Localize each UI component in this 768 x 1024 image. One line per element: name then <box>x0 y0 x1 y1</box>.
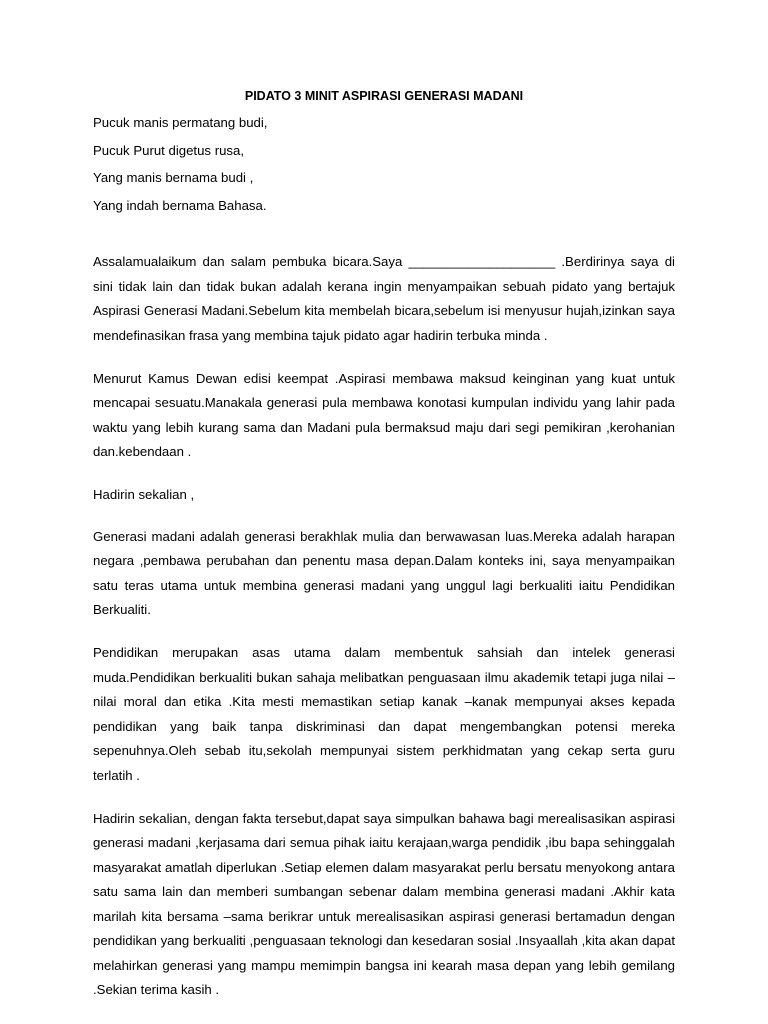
document-title: PIDATO 3 MINIT ASPIRASI GENERASI MADANI <box>244 89 524 103</box>
verse-line: Yang indah bernama Bahasa. <box>93 197 267 213</box>
pantun-verse <box>93 114 675 224</box>
paragraph-conclusion: Hadirin sekalian, dengan fakta tersebut,dapat saya simpulkan bahawa bagi merealisasikan aspirasi generasi madani ,kerjasama dari semua pihak iaitu kerajaan,warga pendidik ,ibu bapa sehinggalah masyarakat amatlah diperlukan .Setiap elemen dalam masyarakat perlu bersatu menyokong antara satu sama lain dan memberi sumbangan sebenar dalam membina generasi madani .Akhir kata marilah kita bersama –sama berikrar untuk merealisasikan aspirasi generasi bertamadun dengan pendidikan yang berkualiti ,penguasaan teknologi dan kesedaran sosial .Insyaallah ,kita akan dapat melahirkan generasi yang mampu memimpin bangsa ini kearah masa depan yang lebih gemilang .Sekian terima kasih . <box>93 810 675 997</box>
paragraph-opening: Assalamualaikum dan salam pembuka bicara.Saya ____________________ .Berdirinya saya di sini tidak lain dan tidak bukan adalah kerana ingin menyampaikan sebuah pidato yang bertajuk Aspirasi Generasi Madani.Sebelum kita membelah bicara,sebelum isi menyusur hujah,izinkan saya mendefinasikan frasa yang membina tajuk pidato agar hadirin terbuka minda . <box>93 254 675 343</box>
paragraph-education: Pendidikan merupakan asas utama dalam membentuk sahsiah dan intelek generasi muda.Pendidikan berkualiti bukan sahaja melibatkan penguasaan ilmu akademik tetapi juga nilai –nilai moral dan etika .Kita mesti memastikan setiap kanak –kanak mempunyai akses kepada pendidikan yang baik tanpa diskriminasi dan dapat mengembangkan potensi mereka sepenuhnya.Oleh sebab itu,sekolah mempunyai sistem perkhidmatan yang cekap serta guru terlatih . <box>93 645 675 783</box>
paragraph-definition: Menurut Kamus Dewan edisi keempat .Aspirasi membawa maksud keinginan yang kuat untuk mencapai sesuatu.Manakala generasi pula membawa konotasi kumpulan individu yang lahir pada waktu yang lebih kurang sama dan Madani pula bermaksud maju dari segi pemikiran ,kerohanian dan.kebendaan . <box>93 370 675 459</box>
speech-body <box>93 250 675 1021</box>
verse-line: Pucuk Purut digetus rusa, <box>93 142 245 158</box>
verse-line: Pucuk manis permatang budi, <box>93 115 268 130</box>
paragraph-generation: Generasi madani adalah generasi berakhlak mulia dan berwawasan luas.Mereka adalah harapan negara ,pembawa perubahan dan penentu masa depan.Dalam konteks ini, saya menyampaikan satu teras utama untuk membina generasi madani yang unggul lagi berkualiti iaitu Pendidikan Berkualiti. <box>93 528 675 617</box>
paragraph-address: Hadirin sekalian , <box>93 487 195 502</box>
verse-line: Yang manis bernama budi , <box>93 170 254 185</box>
